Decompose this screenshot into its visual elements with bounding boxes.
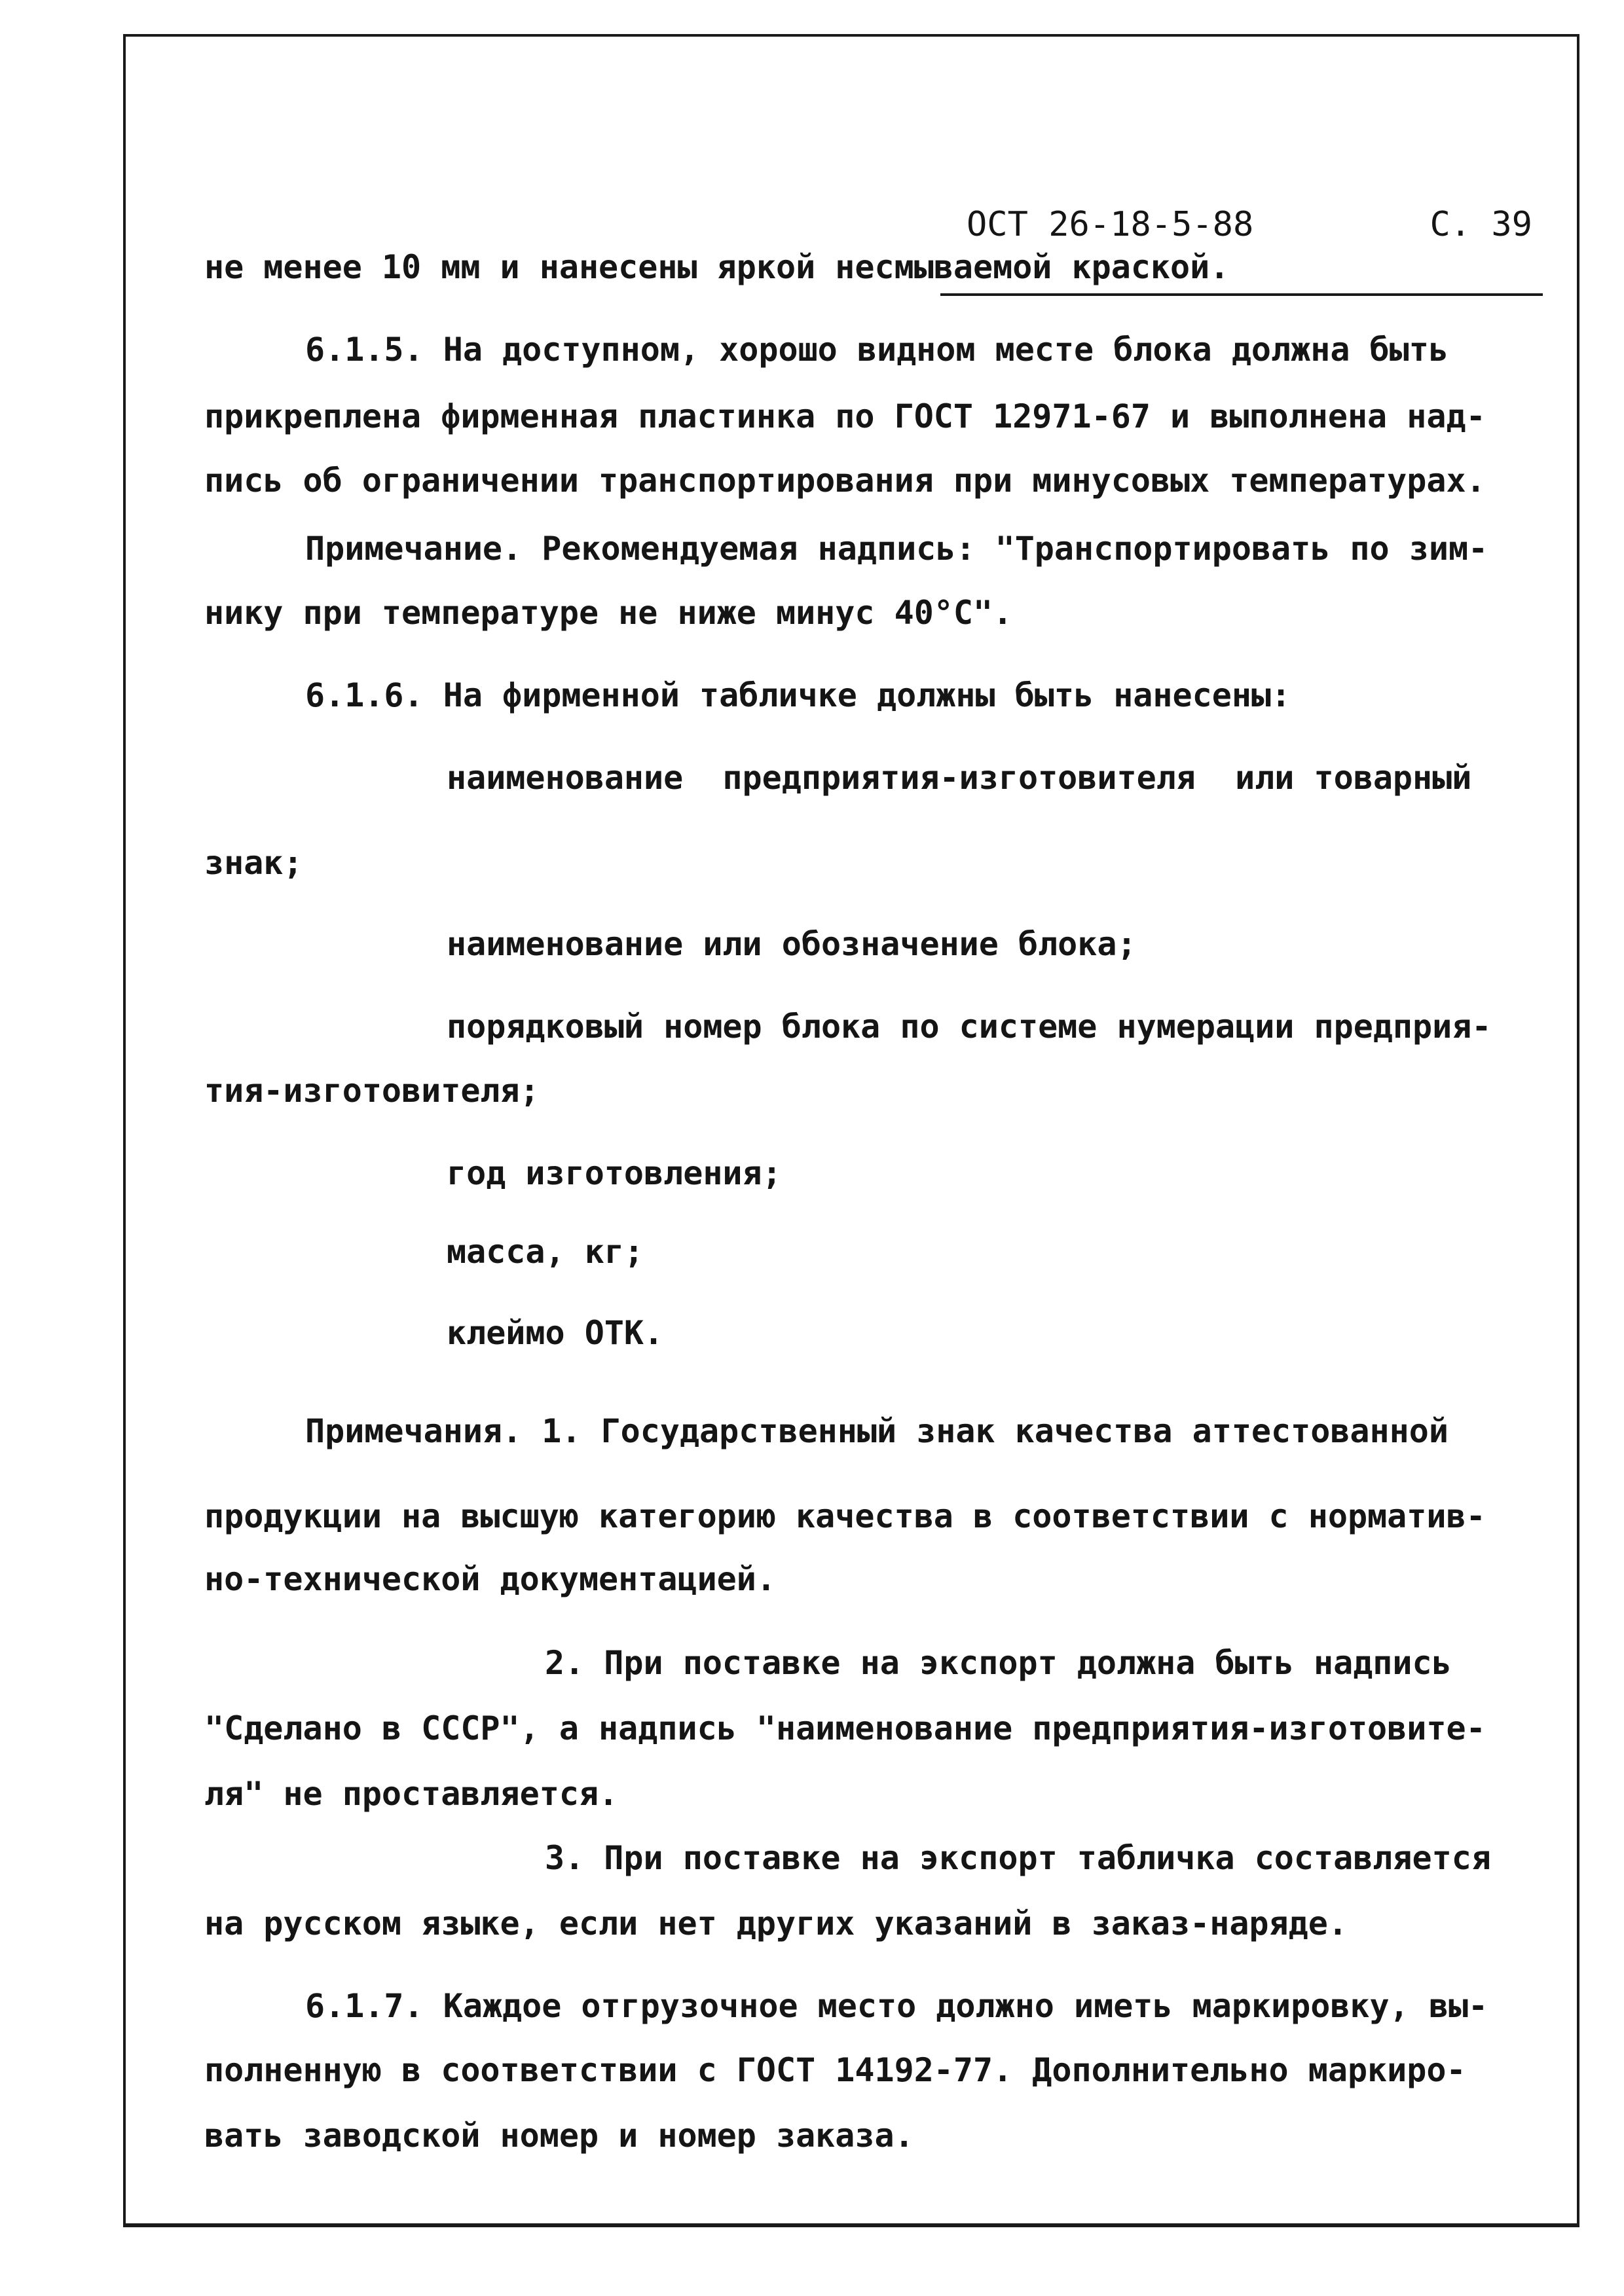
text-line: тия-изготовителя; (204, 1072, 540, 1110)
text-line: прикреплена фирменная пластинка по ГОСТ 12971-67 и выполнена над- (204, 397, 1486, 435)
text-line: на русском языке, если нет других указаний в заказ-наряде. (204, 1904, 1348, 1942)
text-line: ля" не проставляется. (204, 1775, 619, 1813)
text-line: наименование предприятия-изготовителя или товарный (447, 759, 1472, 797)
text-line: "Сделано в СССР", а надпись "наименование предприятия-изготовите- (204, 1709, 1486, 1747)
text-line: пись об ограничении транспортирования при минусовых температурах. (204, 462, 1486, 500)
text-line: 3. При поставке на экспорт табличка составляется (545, 1839, 1491, 1877)
text-line: вать заводской номер и номер заказа. (204, 2117, 914, 2155)
text-line: год изготовления; (447, 1154, 782, 1192)
text-line: Примечание. Рекомендуемая надпись: "Транспортировать по зим- (305, 530, 1488, 568)
text-line: но-технической документацией. (204, 1560, 776, 1598)
text-line: масса, кг; (447, 1233, 644, 1271)
text-line: порядковый номер блока по системе нумерации предприя- (447, 1008, 1492, 1046)
text-line: 6.1.5. На доступном, хорошо видном месте блока должна быть (305, 331, 1449, 369)
document-code: ОСТ 26-18-5-88 (967, 205, 1254, 244)
text-line: полненную в соответствии с ГОСТ 14192-77. Дополнительно маркиро- (204, 2051, 1466, 2089)
text-line: 6.1.7. Каждое отгрузочное место должно иметь маркировку, вы- (305, 1987, 1488, 2025)
text-line: не менее 10 мм и нанесены яркой несмываемой краской. (204, 248, 1230, 286)
text-line: наименование или обозначение блока; (447, 925, 1137, 963)
text-line: 6.1.6. На фирменной табличке должны быть нанесены: (305, 676, 1291, 714)
text-line: 2. При поставке на экспорт должна быть надпись (545, 1644, 1452, 1682)
page-number: С. 39 (1430, 205, 1532, 244)
text-line: знак; (204, 844, 303, 882)
text-line: продукции на высшую категорию качества в соответствии с норматив- (204, 1497, 1486, 1535)
text-line: нику при температуре не ниже минус 40°С". (204, 594, 1013, 632)
text-line: Примечания. 1. Государственный знак качества аттестованной (305, 1412, 1449, 1450)
text-line: клеймо ОТК. (447, 1314, 664, 1352)
